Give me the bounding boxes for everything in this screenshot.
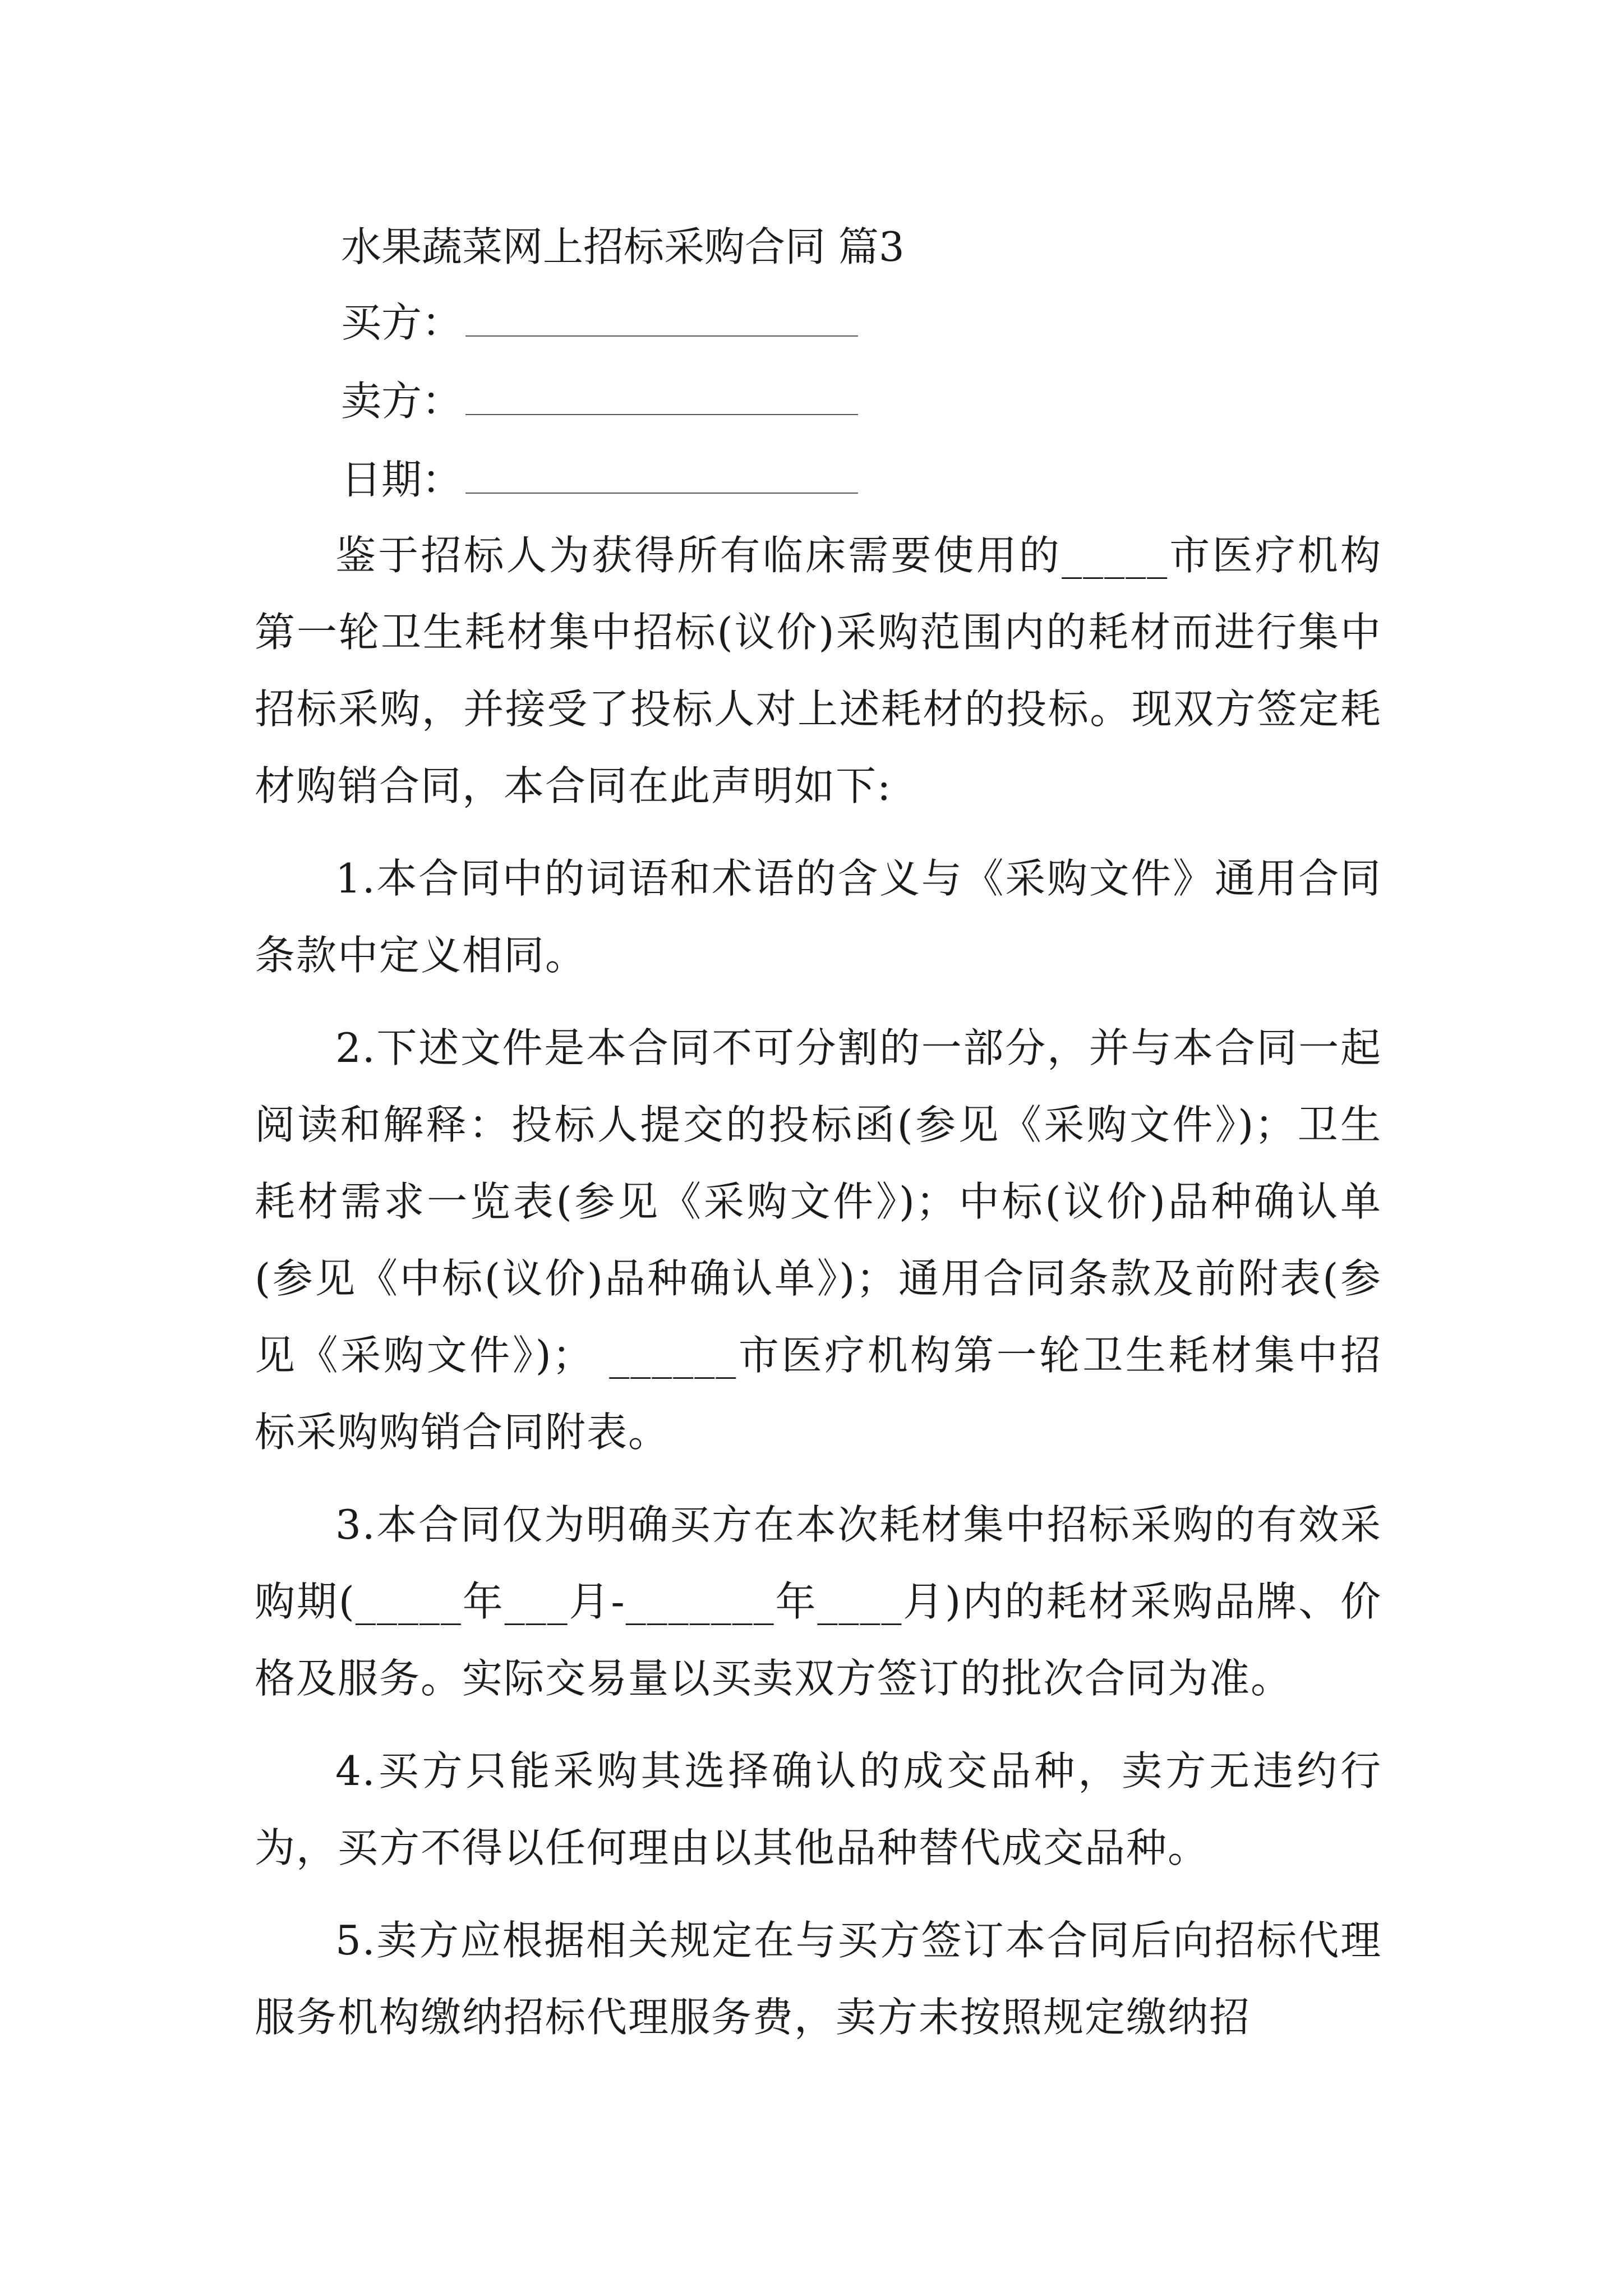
contract-body [255, 517, 1382, 2072]
paragraph-clause-1: 1.本合同中的词语和术语的含义与《采购文件》通用合同条款中定义相同。 [255, 855, 1382, 979]
seller-blank-line [465, 380, 858, 415]
paragraph-clause-3: 3.本合同仅为明确买方在本次耗材集中招标采购的有效采购期(_____年___月-_______年____月)内的耗材采购品牌、价格及服务。实际交易量以买卖双方签订的批次合同为准。 [255, 1501, 1382, 1702]
paragraph-preamble: 鉴于招标人为获得所有临床需要使用的_____市医疗机构第一轮卫生耗材集中招标(议价)采购范围内的耗材而进行集中招标采购，并接受了投标人对上述耗材的投标。现双方签定耗材购销合同，本合同在此声明如下: [255, 532, 1382, 809]
paragraph-clause-2: 2.下述文件是本合同不可分割的一部分，并与本合同一起阅读和解释：投标人提交的投标函(参见《采购文件》)；卫生耗材需求一览表(参见《采购文件》)；中标(议价)品种确认单(参见《中标(议价)品种确认单》)；通用合同条款及前附表(参见《采购文件》)； ______市医疗机构第一轮卫生耗材集中招标采购购销合同附表。 [255, 1024, 1382, 1456]
document-title: 水果蔬菜网上招标采购合同 篇3 [341, 223, 905, 270]
buyer-label: 买方： [341, 299, 463, 346]
paragraph-clause-5: 5.卖方应根据相关规定在与买方签订本合同后向招标代理服务机构缴纳招标代理服务费，卖方未按照规定缴纳招 [255, 1917, 1382, 2041]
date-field [341, 446, 858, 513]
paragraph-clause-4: 4.买方只能采购其选择确认的成交品种，卖方无违约行为，买方不得以任何理由以其他品种替代成交品种。 [255, 1747, 1382, 1871]
seller-field [341, 367, 858, 435]
date-label: 日期： [341, 456, 463, 503]
buyer-field [341, 289, 858, 356]
date-blank-line [465, 459, 858, 494]
buyer-blank-line [465, 302, 858, 337]
seller-label: 卖方： [341, 378, 463, 425]
